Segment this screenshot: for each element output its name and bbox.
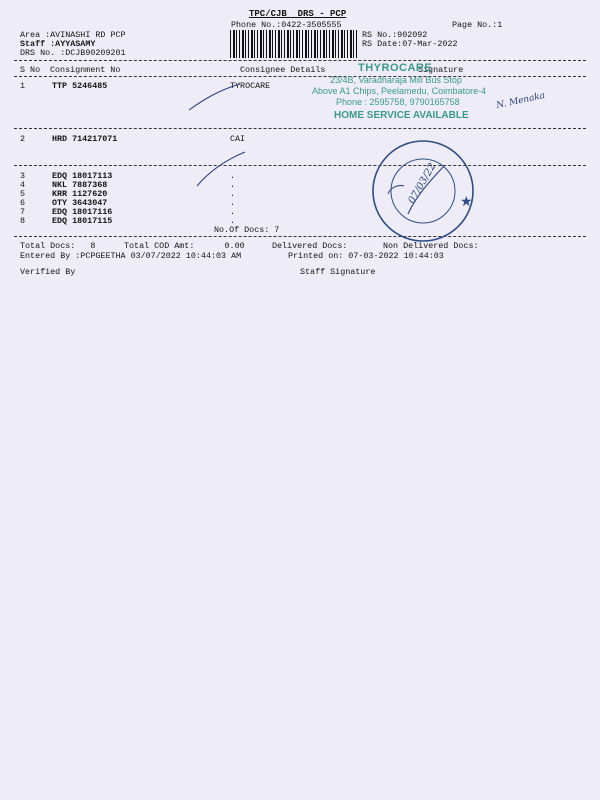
staff-label: Staff :AYYASAMY bbox=[20, 39, 96, 49]
row-sno: 7 bbox=[20, 207, 26, 217]
divider bbox=[14, 165, 586, 166]
row-sno: 3 bbox=[20, 171, 26, 181]
total-docs: Total Docs: 8 bbox=[20, 241, 96, 251]
stamp-address-line1: 23/4B, Varadharaja Mill Bus Stop bbox=[330, 75, 462, 85]
area-label: Area :AVINASHI RD PCP bbox=[20, 30, 126, 40]
row-sno: 1 bbox=[20, 81, 26, 91]
barcode bbox=[230, 30, 357, 58]
page-number: Page No.:1 bbox=[452, 20, 503, 30]
staff-signature-label: Staff Signature bbox=[300, 267, 376, 277]
row-consignment: EDQ 18017116 bbox=[52, 207, 113, 217]
col-header-consignee: Consignee Details bbox=[240, 65, 326, 75]
col-header-sno: S No bbox=[20, 65, 41, 75]
row-sno: 4 bbox=[20, 180, 26, 190]
divider bbox=[14, 236, 586, 237]
svg-text:★: ★ bbox=[460, 194, 473, 210]
row-consignee: . bbox=[230, 216, 236, 226]
docs-count: No.Of Docs: 7 bbox=[214, 225, 280, 235]
row-consignee: . bbox=[230, 189, 236, 199]
drs-number: DRS No. :DCJB90209201 bbox=[20, 48, 126, 58]
signature-scribble-icon bbox=[185, 82, 245, 114]
row-consignee: CAI bbox=[230, 134, 246, 144]
signature-scribble-icon bbox=[193, 148, 249, 190]
verified-by-label: Verified By bbox=[20, 267, 76, 277]
rs-number: RS No.:902092 bbox=[362, 30, 428, 40]
row-consignee: . bbox=[230, 198, 236, 208]
row-consignment: EDQ 18017113 bbox=[52, 171, 113, 181]
row-sno: 8 bbox=[20, 216, 26, 226]
stamp-service: HOME SERVICE AVAILABLE bbox=[334, 110, 469, 121]
divider bbox=[14, 128, 586, 129]
entered-by: Entered By :PCPGEETHA 03/07/2022 10:44:03 AM bbox=[20, 251, 242, 261]
row-consignment: OTY 3643047 bbox=[52, 198, 108, 208]
col-header-consignment: Consignment No bbox=[50, 65, 121, 75]
seal-handwritten-date: 07/03/22 bbox=[406, 161, 439, 206]
page-title: TPC/CJB DRS - PCP bbox=[249, 9, 347, 19]
total-cod-amount: Total COD Amt: 0.00 bbox=[124, 241, 245, 251]
row-consignment: KRR 1127620 bbox=[52, 189, 108, 199]
rs-date: RS Date:07-Mar-2022 bbox=[362, 39, 458, 49]
col-header-signature: Signature bbox=[418, 65, 464, 75]
row-consignment: HRD 714217071 bbox=[52, 134, 118, 144]
phone-number: Phone No.:0422-3505555 bbox=[231, 20, 342, 30]
row-sno: 2 bbox=[20, 134, 26, 144]
row-consignee: . bbox=[230, 171, 236, 181]
divider bbox=[14, 60, 586, 61]
row-consignment: NKL 7887368 bbox=[52, 180, 108, 190]
row-consignee: . bbox=[230, 180, 236, 190]
non-delivered-docs: Non Delivered Docs: bbox=[383, 241, 479, 251]
divider bbox=[14, 76, 586, 77]
stamp-phone: Phone : 2595758, 9790165758 bbox=[336, 97, 460, 107]
stamp-address-line2: Above A1 Chips, Peelamedu, Coimbatore-4 bbox=[312, 86, 487, 96]
stamp-company-name: THYROCARE bbox=[358, 62, 433, 74]
row-consignment: TTP 5246485 bbox=[52, 81, 108, 91]
row-consignee: . bbox=[230, 207, 236, 217]
row-consignment: EDQ 18017115 bbox=[52, 216, 113, 226]
printed-on: Printed on: 07-03-2022 10:44:03 bbox=[288, 251, 444, 261]
handwritten-name: N. Menaka bbox=[495, 90, 547, 112]
delivered-docs: Delivered Docs: bbox=[272, 241, 348, 251]
row-consignee: TYROCARE bbox=[230, 81, 271, 91]
row-sno: 5 bbox=[20, 189, 26, 199]
row-sno: 6 bbox=[20, 198, 26, 208]
